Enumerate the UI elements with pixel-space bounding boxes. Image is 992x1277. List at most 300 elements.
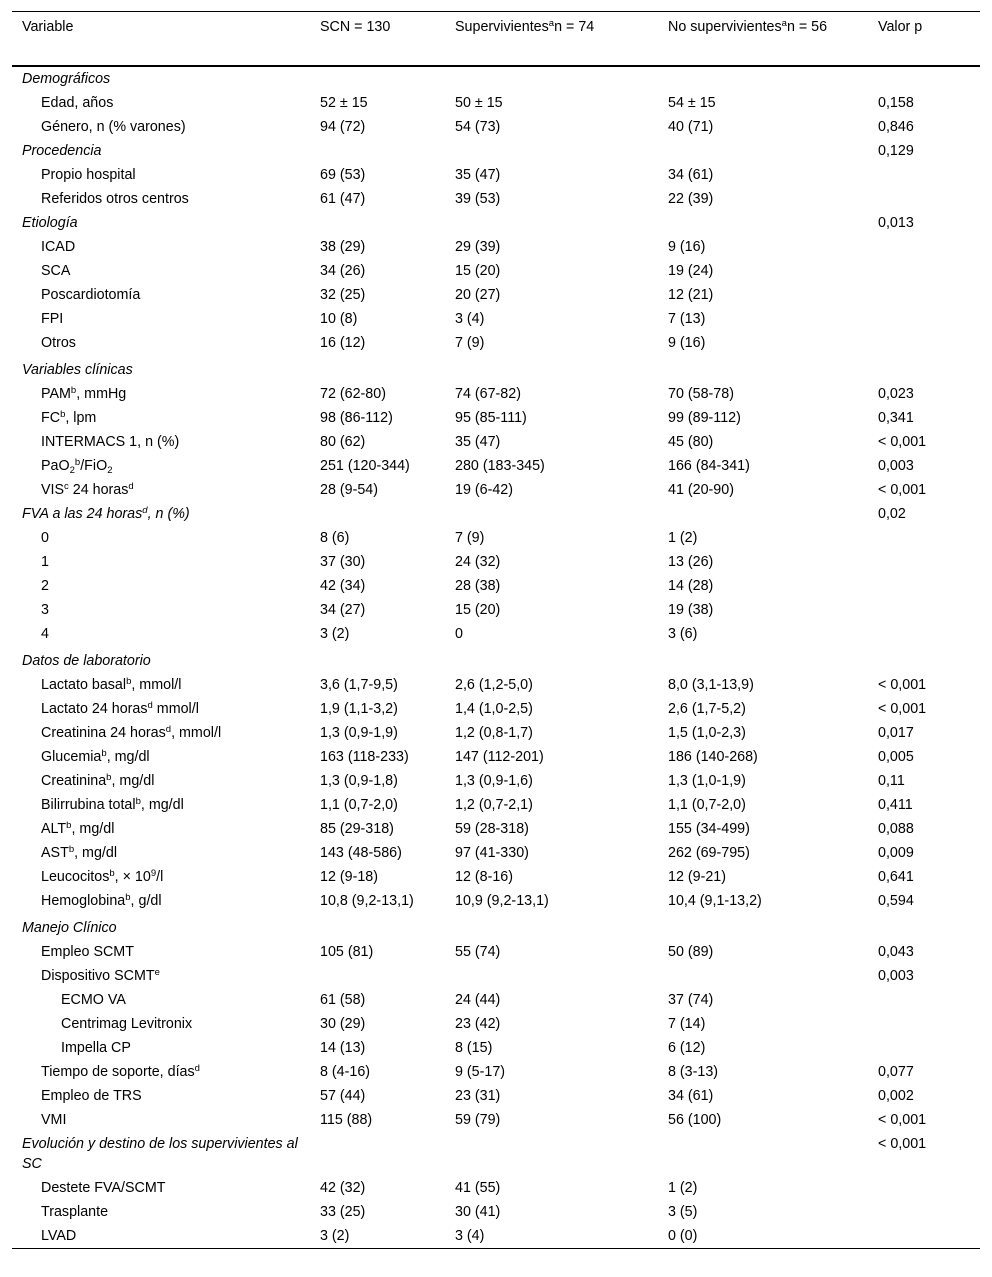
non-survivors-cell: 22 (39) [668, 191, 714, 207]
non-survivors-cell: 34 (61) [668, 167, 714, 183]
pvalue-cell [868, 283, 980, 307]
variable-label: Procedencia [22, 143, 102, 159]
table-row [12, 964, 980, 988]
section-row [12, 66, 980, 91]
non-survivors-cell: 0 (0) [668, 1228, 698, 1244]
variable-label-sup: b [109, 868, 115, 879]
variable-cell [12, 988, 310, 1012]
non-survivors-cell: 155 (34-499) [668, 821, 750, 837]
non-survivors-cell [658, 964, 868, 988]
variable-cell [12, 406, 310, 430]
variable-cell [12, 1224, 310, 1249]
variable-label: Creatinina 24 horas [41, 725, 166, 741]
pvalue-cell: 0,088 [878, 821, 914, 837]
header-survivors-n: n = 74 [554, 19, 595, 35]
scn-cell [310, 355, 445, 382]
variable-label: AST [41, 845, 69, 861]
variable-cell [12, 940, 310, 964]
table-row [12, 1200, 980, 1224]
variable-label: Trasplante [41, 1204, 109, 1220]
variable-cell [12, 1012, 310, 1036]
non-survivors-cell: 9 (16) [668, 335, 706, 351]
section-label [12, 355, 310, 382]
non-survivors-cell [658, 502, 868, 526]
variable-label: Género, n (% varones) [41, 119, 186, 135]
variable-label-sup: e [154, 967, 160, 978]
scn-cell [310, 1132, 445, 1176]
variable-label: Lactato basal [41, 677, 127, 693]
pvalue-cell: 0,158 [878, 95, 914, 111]
pvalue-cell: 0,023 [878, 386, 914, 402]
non-survivors-cell [658, 646, 868, 673]
pvalue-cell [868, 1200, 980, 1224]
variable-cell [12, 793, 310, 817]
non-survivors-cell: 166 (84-341) [668, 458, 750, 474]
pvalue-cell [868, 307, 980, 331]
variable-cell [12, 673, 310, 697]
pvalue-cell [868, 1036, 980, 1060]
survivors-cell: 7 (9) [455, 335, 485, 351]
non-survivors-cell: 1,1 (0,7-2,0) [668, 797, 746, 813]
pvalue-cell: 0,02 [878, 506, 906, 522]
variable-label: Creatinina [41, 773, 107, 789]
non-survivors-cell: 19 (24) [668, 263, 714, 279]
variable-cell [12, 1060, 310, 1084]
survivors-cell: 15 (20) [455, 602, 501, 618]
table-row [12, 745, 980, 769]
variable-label: Centrimag Levitronix [61, 1016, 193, 1032]
variable-label-label2: , mg/dl [74, 845, 118, 861]
table-row [12, 187, 980, 211]
variable-cell [12, 865, 310, 889]
variable-cell [12, 745, 310, 769]
variable-label-sup2: 9 [150, 868, 157, 879]
non-survivors-cell [658, 139, 868, 163]
survivors-cell: 28 (38) [455, 578, 501, 594]
scn-cell: 38 (29) [320, 239, 366, 255]
table-row [12, 163, 980, 187]
variable-label-label2: , mmol/l [171, 725, 222, 741]
variable-label: Bilirrubina total [41, 797, 136, 813]
survivors-cell: 9 (5-17) [455, 1064, 506, 1080]
pvalue-cell [868, 622, 980, 646]
variable-label-sup: d [142, 505, 148, 516]
non-survivors-cell [658, 355, 868, 382]
variable-label-sup: b [126, 676, 132, 687]
scn-cell: 32 (25) [320, 287, 366, 303]
header-non-survivors-label: No supervivientes [668, 19, 782, 35]
variable-label-sup: b [101, 748, 107, 759]
table-row [12, 1036, 980, 1060]
scn-cell: 10 (8) [320, 311, 358, 327]
variable-label-label2: , mmol/l [131, 677, 182, 693]
section-label [12, 646, 310, 673]
pvalue-cell: 0,003 [878, 968, 914, 984]
variable-cell [12, 1176, 310, 1200]
data-table [12, 11, 980, 1249]
section-label [12, 139, 310, 163]
table-row [12, 91, 980, 115]
table-row [12, 1084, 980, 1108]
survivors-cell: 3 (4) [455, 311, 485, 327]
table-row [12, 889, 980, 913]
scn-cell: 1,1 (0,7-2,0) [320, 797, 398, 813]
pvalue-cell [868, 526, 980, 550]
pvalue-cell [868, 66, 980, 91]
table-row [12, 1224, 980, 1249]
pvalue-cell: 0,017 [878, 725, 914, 741]
table-row [12, 307, 980, 331]
variable-label: 2 [41, 578, 49, 594]
variable-label-sup: d [194, 1063, 200, 1074]
variable-label-sub2: 2 [107, 465, 113, 476]
variable-cell [12, 1108, 310, 1132]
non-survivors-cell: 7 (14) [668, 1016, 706, 1032]
survivors-cell: 97 (41-330) [455, 845, 529, 861]
section-label [12, 502, 310, 526]
variable-label-sup: b [70, 385, 77, 396]
scn-cell: 98 (86-112) [320, 410, 393, 426]
section-label [12, 1132, 310, 1176]
variable-label: Poscardiotomía [41, 287, 141, 303]
variable-cell [12, 187, 310, 211]
section-row [12, 1132, 980, 1176]
table-row [12, 550, 980, 574]
scn-cell: 251 (120-344) [320, 458, 410, 474]
scn-cell: 94 (72) [320, 119, 366, 135]
variable-label: PaO [41, 458, 70, 474]
scn-cell [310, 139, 445, 163]
non-survivors-cell: 34 (61) [668, 1088, 714, 1104]
survivors-cell: 55 (74) [455, 944, 501, 960]
variable-label: Tiempo de soporte, días [41, 1064, 195, 1080]
header-survivors-label: Supervivientes [455, 19, 549, 35]
variable-label: ALT [41, 821, 67, 837]
scn-cell [310, 502, 445, 526]
non-survivors-cell: 70 (58-78) [668, 386, 734, 402]
pvalue-cell [868, 331, 980, 355]
variable-label: Leucocitos [41, 869, 110, 885]
section-row [12, 139, 980, 163]
variable-cell [12, 817, 310, 841]
variable-label-sup: d [165, 724, 172, 735]
variable-label: ECMO VA [61, 992, 126, 1008]
pvalue-cell [868, 1224, 980, 1249]
scn-cell: 52 ± 15 [320, 95, 368, 111]
table-row [12, 331, 980, 355]
variable-label-label2: , × 10 [114, 869, 151, 885]
variable-cell [12, 1036, 310, 1060]
pvalue-cell [868, 646, 980, 673]
header-non-survivors-n: n = 56 [786, 19, 828, 35]
header-non-survivors [658, 12, 868, 67]
header-survivors-sup: a [548, 18, 555, 29]
table-row [12, 526, 980, 550]
variable-label-sup: b [74, 457, 81, 468]
pvalue-cell [868, 598, 980, 622]
variable-cell [12, 478, 310, 502]
survivors-cell: 1,3 (0,9-1,6) [455, 773, 533, 789]
variable-label: FVA a las 24 horas [22, 506, 143, 522]
table-row [12, 454, 980, 478]
variable-label: Datos de laboratorio [22, 653, 151, 669]
non-survivors-cell: 2,6 (1,7-5,2) [668, 701, 746, 717]
survivors-cell: 23 (42) [455, 1016, 501, 1032]
scn-cell: 3,6 (1,7-9,5) [320, 677, 398, 693]
non-survivors-cell: 14 (28) [668, 578, 714, 594]
variable-cell [12, 454, 310, 478]
non-survivors-cell: 56 (100) [668, 1112, 722, 1128]
variable-cell [12, 841, 310, 865]
non-survivors-cell: 8 (3-13) [668, 1064, 719, 1080]
non-survivors-cell: 40 (71) [668, 119, 714, 135]
pvalue-cell [868, 1012, 980, 1036]
variable-label: Glucemia [41, 749, 102, 765]
variable-cell [12, 430, 310, 454]
survivors-cell: 1,2 (0,7-2,1) [455, 797, 533, 813]
pvalue-cell: < 0,001 [878, 701, 927, 717]
variable-label-label2: , g/dl [130, 893, 162, 909]
variable-cell [12, 550, 310, 574]
non-survivors-cell: 9 (16) [668, 239, 706, 255]
scn-cell: 80 (62) [320, 434, 366, 450]
scn-cell: 69 (53) [320, 167, 366, 183]
variable-cell [12, 283, 310, 307]
variable-cell [12, 964, 310, 988]
scn-cell [310, 646, 445, 673]
pvalue-cell [868, 913, 980, 940]
non-survivors-cell: 1,3 (1,0-1,9) [668, 773, 746, 789]
variable-label-sub: 2 [69, 465, 75, 476]
survivors-cell: 35 (47) [455, 434, 501, 450]
non-survivors-cell [658, 1132, 868, 1176]
pvalue-cell [868, 259, 980, 283]
variable-label: Referidos otros centros [41, 191, 189, 207]
pvalue-cell: < 0,001 [878, 434, 927, 450]
scn-cell: 1,3 (0,9-1,8) [320, 773, 398, 789]
variable-label-sup: b [66, 820, 72, 831]
non-survivors-cell: 19 (38) [668, 602, 714, 618]
survivors-cell: 8 (15) [455, 1040, 493, 1056]
table-row [12, 721, 980, 745]
survivors-cell: 1,4 (1,0-2,5) [455, 701, 533, 717]
table-row [12, 841, 980, 865]
variable-label-sup: b [135, 796, 141, 807]
survivors-cell: 23 (31) [455, 1088, 501, 1104]
table-row [12, 1108, 980, 1132]
survivors-cell [445, 66, 658, 91]
pvalue-cell: 0,341 [878, 410, 914, 426]
variable-label: Empleo SCMT [41, 944, 134, 960]
table-row [12, 793, 980, 817]
variable-label: SCA [41, 263, 71, 279]
scn-cell: 143 (48-586) [320, 845, 402, 861]
non-survivors-cell [658, 913, 868, 940]
variable-cell [12, 1200, 310, 1224]
scn-cell: 115 (88) [320, 1112, 373, 1128]
section-label [12, 913, 310, 940]
pvalue-cell: 0,11 [878, 773, 905, 789]
variable-label-sup: b [106, 772, 112, 783]
survivors-cell: 50 ± 15 [455, 95, 503, 111]
variable-label: LVAD [41, 1228, 77, 1244]
variable-label: 0 [41, 530, 49, 546]
table-row [12, 406, 980, 430]
survivors-cell [445, 139, 658, 163]
non-survivors-cell: 12 (21) [668, 287, 714, 303]
survivors-cell: 59 (28-318) [455, 821, 529, 837]
survivors-cell: 35 (47) [455, 167, 501, 183]
variable-label-label2: , lpm [65, 410, 97, 426]
variable-label: Dispositivo SCMT [41, 968, 155, 984]
table-row [12, 478, 980, 502]
non-survivors-cell: 12 (9-21) [668, 869, 727, 885]
pvalue-cell [868, 235, 980, 259]
scn-cell [310, 66, 445, 91]
variable-cell [12, 598, 310, 622]
variable-cell [12, 382, 310, 406]
variable-label-label3: /l [156, 869, 164, 885]
table-row [12, 769, 980, 793]
pvalue-cell: 0,002 [878, 1088, 914, 1104]
non-survivors-cell: 1,5 (1,0-2,3) [668, 725, 746, 741]
header-variable: Variable [22, 19, 74, 35]
variable-label-sup2: d [128, 481, 134, 492]
non-survivors-cell: 7 (13) [668, 311, 706, 327]
pvalue-cell: 0,846 [878, 119, 914, 135]
survivors-cell: 24 (44) [455, 992, 501, 1008]
section-label [12, 66, 310, 91]
non-survivors-cell: 3 (5) [668, 1204, 698, 1220]
variable-label: Hemoglobina [41, 893, 126, 909]
non-survivors-cell [658, 211, 868, 235]
survivors-cell: 147 (112-201) [455, 749, 544, 765]
survivors-cell: 41 (55) [455, 1180, 501, 1196]
non-survivors-cell: 13 (26) [668, 554, 714, 570]
pvalue-cell [868, 550, 980, 574]
non-survivors-cell: 262 (69-795) [668, 845, 750, 861]
pvalue-cell [868, 163, 980, 187]
variable-label: FPI [41, 311, 64, 327]
survivors-cell [445, 646, 658, 673]
variable-label-label2: 24 horas [68, 482, 129, 498]
pvalue-cell [868, 574, 980, 598]
survivors-cell [445, 355, 658, 382]
variable-label: VMI [41, 1112, 67, 1128]
variable-label: Impella CP [61, 1040, 131, 1056]
non-survivors-cell: 186 (140-268) [668, 749, 758, 765]
scn-cell: 34 (26) [320, 263, 366, 279]
header-pvalue: Valor p [878, 19, 923, 35]
variable-cell [12, 769, 310, 793]
section-row [12, 646, 980, 673]
table-row [12, 817, 980, 841]
scn-cell: 30 (29) [320, 1016, 366, 1032]
scn-cell [310, 913, 445, 940]
variable-cell [12, 622, 310, 646]
survivors-cell: 59 (79) [455, 1112, 501, 1128]
variable-label: Otros [41, 335, 76, 351]
pvalue-cell [868, 355, 980, 382]
pvalue-cell: 0,005 [878, 749, 914, 765]
variable-label: Empleo de TRS [41, 1088, 142, 1104]
variable-label: INTERMACS 1, n (%) [41, 434, 180, 450]
variable-label-sup: b [60, 409, 66, 420]
table-row [12, 1012, 980, 1036]
scn-cell: 8 (4-16) [320, 1064, 371, 1080]
table-header [12, 12, 980, 67]
table-row [12, 283, 980, 307]
variable-cell [12, 163, 310, 187]
pvalue-cell: 0,009 [878, 845, 914, 861]
survivors-cell: 10,9 (9,2-13,1) [455, 893, 549, 909]
variable-cell [12, 721, 310, 745]
scn-cell: 16 (12) [320, 335, 366, 351]
table-row [12, 598, 980, 622]
variable-cell [12, 331, 310, 355]
variable-label-sup: b [125, 892, 131, 903]
scn-cell: 3 (2) [320, 1228, 350, 1244]
scn-cell: 37 (30) [320, 554, 366, 570]
table-row [12, 259, 980, 283]
survivors-cell: 24 (32) [455, 554, 501, 570]
pvalue-cell: 0,129 [878, 143, 914, 159]
pvalue-cell [868, 988, 980, 1012]
non-survivors-cell: 10,4 (9,1-13,2) [668, 893, 762, 909]
table-row [12, 382, 980, 406]
scn-cell: 12 (9-18) [320, 869, 379, 885]
scn-cell: 85 (29-318) [320, 821, 394, 837]
variable-cell [12, 526, 310, 550]
pvalue-cell: < 0,001 [878, 1136, 927, 1152]
variable-label-label2: , mg/dl [140, 797, 184, 813]
variable-label-label2: , n (%) [147, 506, 190, 522]
survivors-cell: 280 (183-345) [455, 458, 545, 474]
table-row [12, 574, 980, 598]
scn-cell: 10,8 (9,2-13,1) [320, 893, 414, 909]
scn-cell: 34 (27) [320, 602, 366, 618]
section-label [12, 211, 310, 235]
table-row [12, 235, 980, 259]
section-row [12, 502, 980, 526]
pvalue-cell [868, 187, 980, 211]
variable-label-sup: c [64, 481, 69, 492]
non-survivors-cell: 3 (6) [668, 626, 698, 642]
survivors-cell: 12 (8-16) [455, 869, 514, 885]
table-row [12, 115, 980, 139]
pvalue-cell: 0,594 [878, 893, 914, 909]
table-row [12, 673, 980, 697]
non-survivors-cell: 54 ± 15 [668, 95, 716, 111]
variable-label: PAM [41, 386, 71, 402]
header-scn: SCN = 130 [320, 19, 391, 35]
variable-label: FC [41, 410, 61, 426]
table-row [12, 622, 980, 646]
non-survivors-cell: 50 (89) [668, 944, 714, 960]
survivors-cell: 15 (20) [455, 263, 501, 279]
survivors-cell: 2,6 (1,2-5,0) [455, 677, 533, 693]
scn-cell: 3 (2) [320, 626, 350, 642]
variable-cell [12, 91, 310, 115]
scn-cell: 33 (25) [320, 1204, 366, 1220]
scn-cell: 8 (6) [320, 530, 350, 546]
variable-cell [12, 697, 310, 721]
scn-cell [310, 211, 445, 235]
non-survivors-cell: 8,0 (3,1-13,9) [668, 677, 754, 693]
variable-label: 3 [41, 602, 49, 618]
non-survivors-cell: 41 (20-90) [668, 482, 734, 498]
survivors-cell: 1,2 (0,8-1,7) [455, 725, 533, 741]
